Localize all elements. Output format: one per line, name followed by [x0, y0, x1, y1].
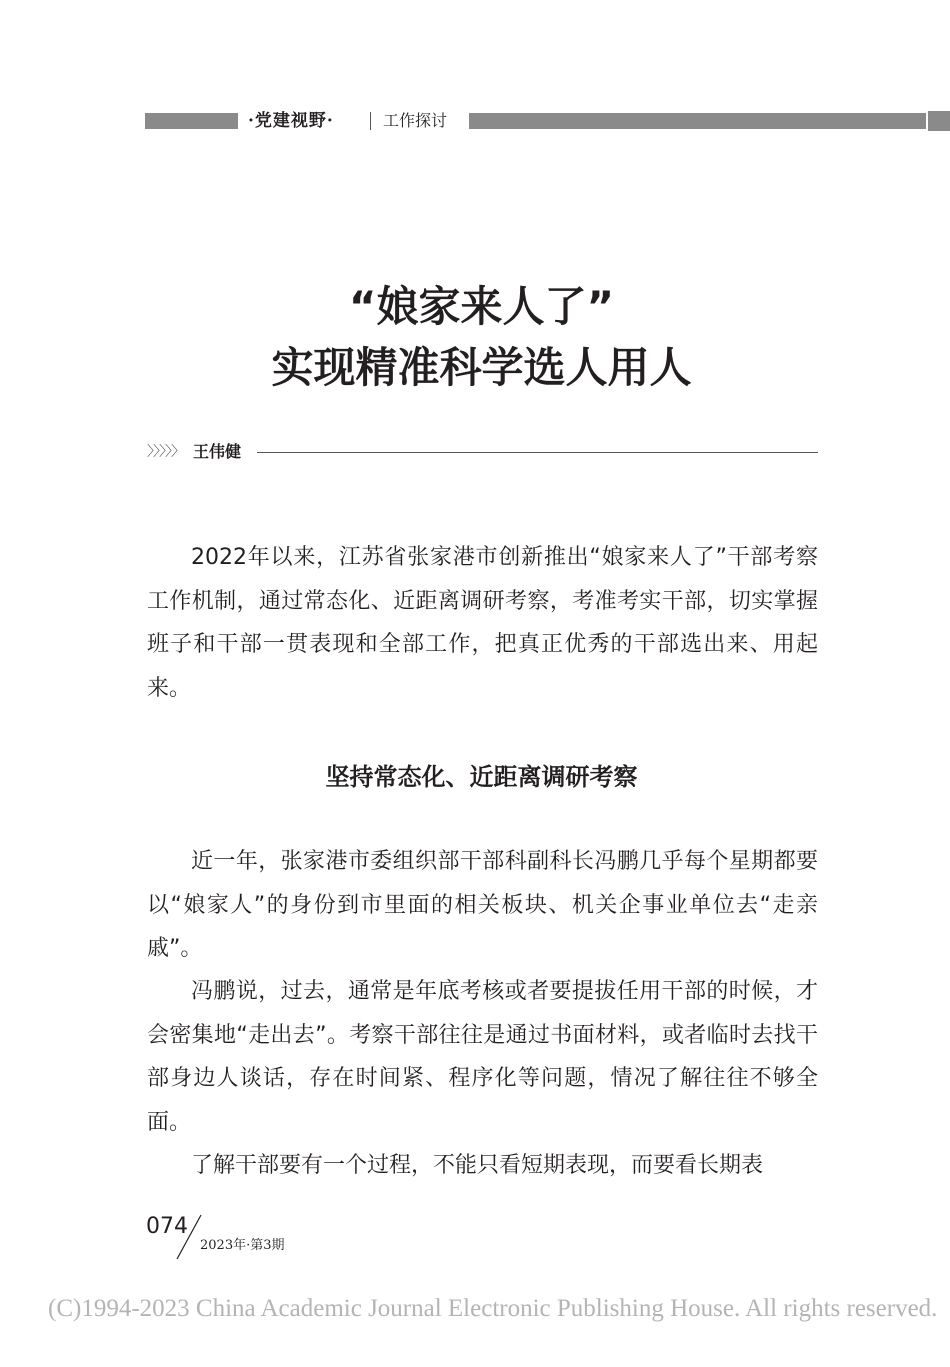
column-name: ·党建视野· — [248, 111, 334, 131]
issue-date: 2023年·第3期 — [200, 1238, 285, 1253]
author-arrows-icon: 〉〉〉〉〉 — [147, 444, 184, 460]
paragraph-3: 冯鹏说，过去，通常是年底考核或者要提拔任用干部的时候，才会密集地“走出去”。考察干部往往是通过书面材料，或者临时去找干部身边人谈话，存在时间紧、程序化等问题，情况了解往往不够全面。 — [147, 979, 818, 1135]
section-name: 工作探讨 — [383, 111, 448, 130]
paragraph-intro: 2022年以来，江苏省张家港市创新推出“娘家来人了”干部考察工作机制，通过常态化、近距离调研考察，考准考实干部，切实掌握班子和干部一贯表现和全部工作，把真正优秀的干部选出来、用起来。 — [147, 545, 818, 701]
article-title-line-2: 实现精准科学选人用人 — [271, 343, 692, 392]
author-rule — [257, 452, 818, 453]
paragraph-2: 近一年，张家港市委组织部干部科副科长冯鹏几乎每个星期都要以“娘家人”的身份到市里面的相关板块、机关企事业单位去“走亲戚”。 — [147, 849, 818, 961]
page-number: 074 — [146, 1214, 188, 1239]
header-divider — [370, 112, 371, 130]
header-bar-right — [469, 113, 950, 129]
article-title-line-1: “娘家来人了” — [348, 282, 615, 331]
author-name: 王伟健 — [193, 442, 242, 461]
section-subheading: 坚持常态化、近距离调研考察 — [325, 763, 638, 791]
header-bar-cap — [926, 111, 950, 131]
paragraph-4: 了解干部要有一个过程，不能只看短期表现，而要看长期表 — [191, 1153, 764, 1178]
copyright-watermark: (C)1994-2023 China Academic Journal Electronic Publishing House. All rights reserved. — [48, 1295, 938, 1322]
header-bar-left — [145, 113, 238, 129]
